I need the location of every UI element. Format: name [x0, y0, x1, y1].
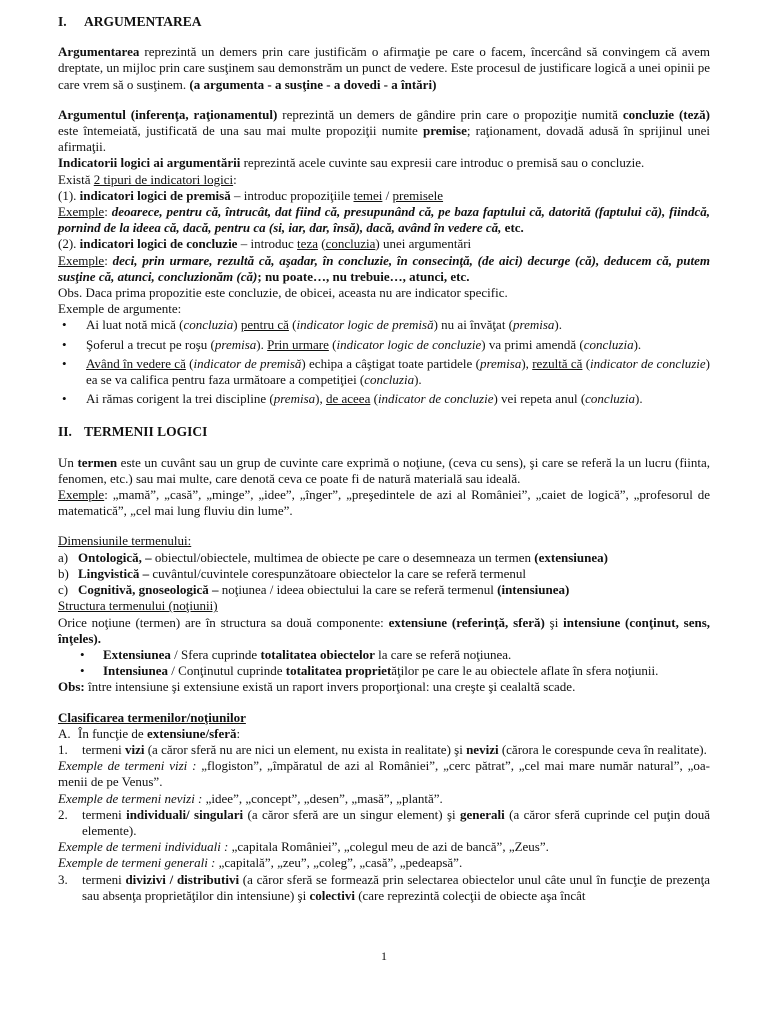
paragraph-obs-2: Obs: între intensiune şi extensiune există un raport invers proporţional: una creşte şi cealaltă scade.: [58, 679, 576, 695]
paragraph-structure: Orice noţiune (termen) are în structura sa două componente: extensiune (referinţă, sferă) şi intensiune (conţinut, sens, înţeles).: [58, 614, 710, 646]
page-number: 1: [381, 949, 387, 963]
list-item: c) Cognitivă, gnoseologică – noţiunea / ideea obiectului la care se referă termenul (intensiunea): [58, 582, 570, 598]
list-item: • Ai luat notă mică (concluzia) pentru că (indicator logic de premisă) nu ai învăţat (premisa).: [58, 317, 710, 333]
section-heading-termenii: II. TERMENII LOGICI: [58, 424, 208, 440]
paragraph-indicatori: Indicatorii logici ai argumentării reprezintă acele cuvinte sau expresii care introduc o premisă sau o concluzie.: [58, 155, 645, 171]
example-line: Exemple de termeni vizi : „flogiston”, „împăratul de azi al României”, „cerc pătrat”, „cel mai mare număr natural”, „oa-menii de pe Venus”.: [58, 758, 710, 790]
list-item: a) Ontologică, – obiectul/obiectele, multimea de obiecte pe care o desemneaza un termen (extensiunea): [58, 549, 608, 565]
dimensions-title: Dimensiunile termenului:: [58, 533, 192, 549]
paragraph-obs: Obs. Daca prima propozitie este concluzie, de obicei, aceasta nu are indicator specific.: [58, 285, 508, 301]
classification-a: A. În funcţie de extensiune/sferă:: [58, 725, 241, 741]
paragraph-exemple-argumente: Exemple de argumente:: [58, 301, 182, 317]
example-line: Exemple de termeni nevizi : „idee”, „concept”, „desen”, „masă”, „plantă”.: [58, 790, 443, 806]
paragraph-termen: Un termen este un cuvânt sau un grup de cuvinte care exprimă o noţiune, (ceva cu sens), şi care se referă la un lucru (fiinta, fenomen, etc.) sau mai multe, care denotă ceva ce poate fi de natură materială sau ideală.: [58, 454, 711, 486]
list-item: 3. termeni divizivi / distributivi (a căror sferă se formează prin selectarea obiectelor unul câte unul în funcţie de prezenţa sau absenţa proprietăţilor din intensiune) şi colectivi (care reprezintă colecţii de obiecte aşa încât: [58, 871, 710, 903]
list-item: • Ai rămas corigent la trei discipline (premisa), de aceea (indicator de concluzie) vei repeta anul (concluzia).: [58, 391, 710, 407]
section-heading-argumentarea: I. ARGUMENTAREA: [58, 14, 202, 29]
paragraph-premisa-exemple: Exemple: deoarece, pentru că, întrucât, dat fiind că, presupunând că, pe baza faptului că, datorită (faptului că), fiindcă, pornind de la ideea că, dacă, pentru ca (si, iar, dar, însă), dacă, având în vedere că, etc.: [58, 204, 710, 236]
example-line: Exemple de termeni generali : „capitală”, „zeu”, „coleg”, „casă”, „pedeapsă”.: [58, 855, 463, 871]
paragraph-concluzie-exemple: Exemple: deci, prin urmare, rezultă că, aşadar, în concluzie, în consecinţă, (de aici) decurge (că), deducem că, putem susţine că, atunci, concluzionăm (că); nu poate…, nu trebuie…, atunci, etc.: [58, 252, 710, 284]
paragraph-termen-exemple: Exemple: „mamă”, „casă”, „minge”, „idee”, „înger”, „preşedintele de azi al României”, „caiet de logică”, „profesorul de matematică”, „cel mai lung fluviu din lume”.: [58, 487, 710, 519]
list-item: • Extensiunea / Sfera cuprinde totalitatea obiectelor la care se referă noţiunea.: [58, 647, 710, 663]
paragraph-argumentarea: Argumentarea reprezintă un demers prin care justificăm o afirmaţie pe care o facem, încercând să convingem că avem dreptate, un mijloc prin care susţinem sau demonstrăm un punct de vedere. Este procesul de justificare logică a unei opinii pe care vrem să o susţinem. (a argumenta - a susţine - a dovedi - a întări): [58, 44, 710, 92]
paragraph-argumentul: Argumentul (inferenţa, raţionamentul) reprezintă un demers de gândire prin care o propoziţie numită concluzie (teză) este întemeiată, justificată de una sau mai multe propoziţii numite premise; raţionament, dovadă adusă în sprijinul unei afirmaţii.: [58, 106, 710, 155]
example-line: Exemple de termeni individuali : „capitala României”, „colegul meu de azi de bancă”, „Zeus”.: [58, 839, 549, 855]
list-item: b) Lingvistică – cuvântul/cuvintele corespunzătoare obiectelor la care se referă termenul: [58, 565, 526, 581]
list-item: 2. termeni individuali/ singulari (a căror sferă are un singur element) şi generali (a căror sferă cuprinde cel puţin două elemente).: [58, 806, 711, 838]
list-item: • Având în vedere că (indicator de premisă) echipa a câştigat toate partidele (premisa), rezultă că (indicator de concluzie) ea se va califica pentru faza următoare a competiţiei (concluzia).: [58, 356, 710, 388]
list-item: 1. termeni vizi (a căror sferă nu are nici un element, nu exista in realitate) şi nevizi (cărora le corespunde ceva în realitate).: [58, 741, 707, 757]
list-item: • Intensiunea / Conţinutul cuprinde totalitatea proprietăţilor pe care le au obiectele aflate în sfera noţiunii.: [58, 663, 710, 679]
classification-title: Clasificarea termenilor/noţiunilor: [58, 709, 246, 725]
structure-title: Structura termenului (noţiunii): [58, 598, 218, 614]
paragraph-concluzie-indicatori: (2). indicatori logici de concluzie – introduc teza (concluzia) unei argumentări: [58, 236, 472, 252]
paragraph-tipuri: Există 2 tipuri de indicatori logici:: [58, 171, 237, 187]
list-item: • Şoferul a trecut pe roşu (premisa). Prin urmare (indicator logic de concluzie) va primi amendă (concluzia).: [58, 337, 710, 353]
paragraph-premisa-indicatori: (1). indicatori logici de premisă – introduc propoziţiile temei / premisele: [58, 187, 444, 203]
